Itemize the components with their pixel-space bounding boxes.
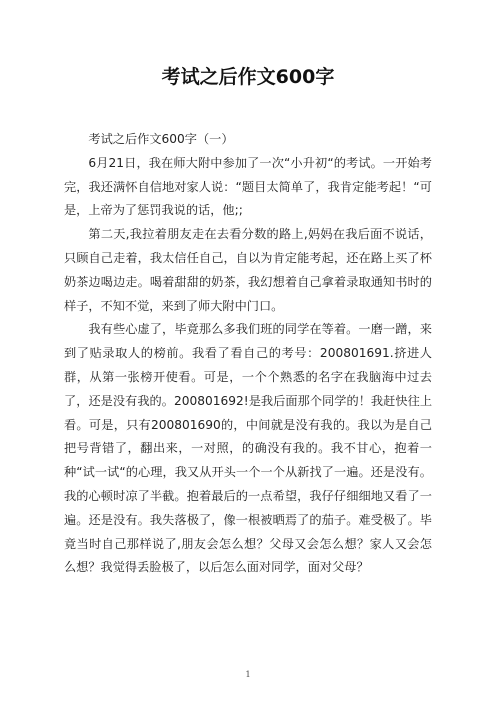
page-number: 1: [245, 670, 251, 679]
document-body: [64, 128, 432, 580]
paragraph: 6月21日，我在师大附中参加了一次“小升初“的考试。一开始考完，我还满怀自信地对家人说：“题目太简单了，我肯定能考起！“可是，上帝为了惩罚我说的话，他;;: [64, 155, 432, 218]
paragraph: 我有些心虚了，毕竟那么多我们班的同学在等着。一磨一蹭，来到了贴录取人的榜前。我看了看自己的考号：200801691.挤进人群，从第一张榜开使看。可是，一个个熟悉的名字在我脑海中过去了，还是没有我的。200801692!是我后面那个同学的！我赶快往上看。可是，只有200801690的，中间就是没有我的。我以为是自己把号背错了，翻出来，一对照，的确没有我的。我不甘心，抱着一种“试一试“的心理，我又从开头一个一个从新找了一遍。还是没有。我的心顿时凉了半截。抱着最后的一点希望，我仔仔细细地又看了一遍。还是没有。我失落极了，像一根被晒焉了的茄子。难受极了。毕竟当时自己那样说了,朋友会怎么想？父母又会怎么想？家人又会怎么想？我觉得丢脸极了，以后怎么面对同学，面对父母？: [64, 322, 432, 575]
paragraph: 第二天,我拉着朋友走在去看分数的路上,妈妈在我后面不说话，只顾自己走着，我太信任自己，自以为肯定能考起，还在路上买了杯奶茶边喝边走。喝着甜甜的奶茶，我幻想着自己拿着录取通知书时的样子，不知不觉，来到了师大附中门口。: [64, 227, 432, 313]
paragraph-subtitle: 考试之后作文600字（一）: [88, 132, 234, 146]
document-title: 考试之后作文600字: [161, 66, 335, 88]
